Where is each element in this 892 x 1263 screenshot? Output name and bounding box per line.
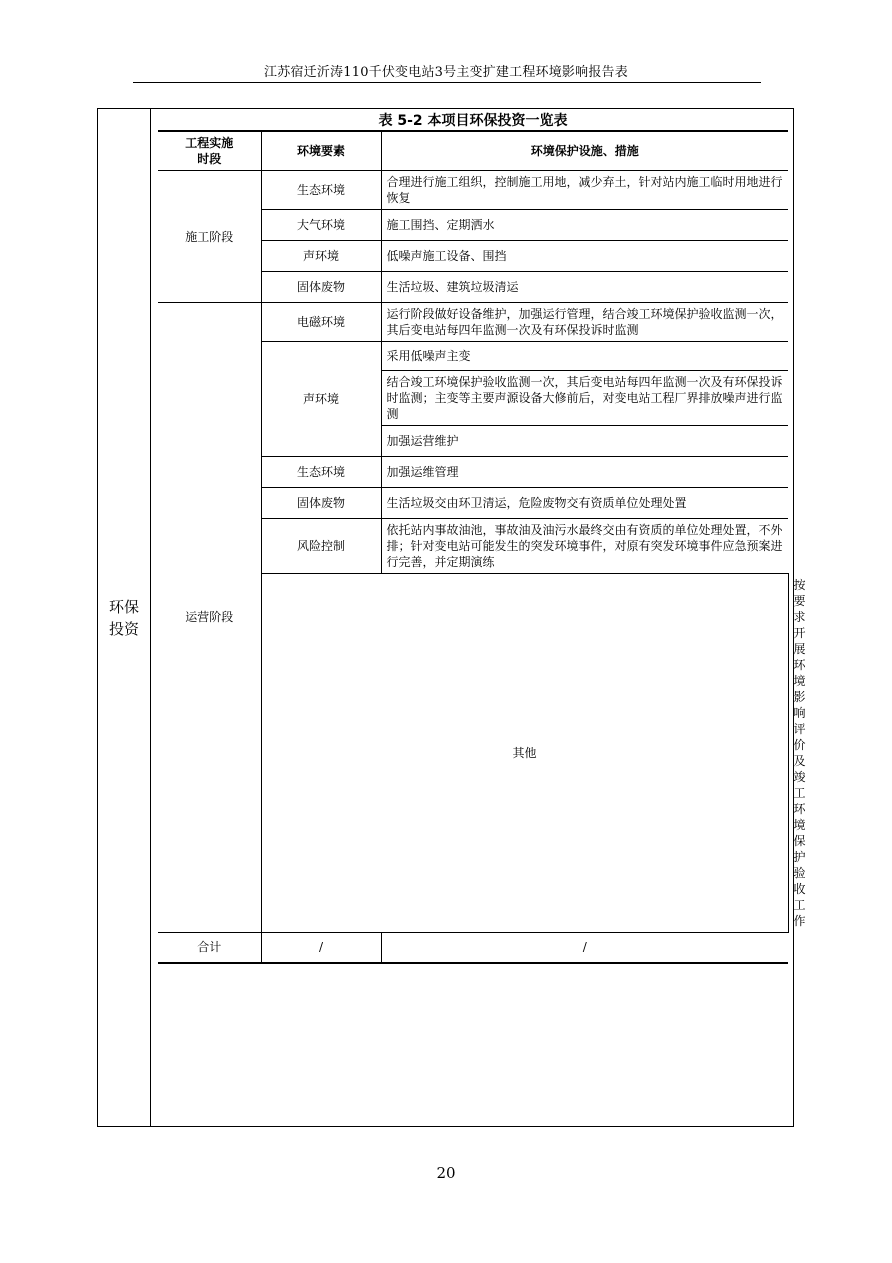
section-label-line1: 环保 xyxy=(108,598,139,616)
element-cell: 生态环境 xyxy=(261,457,381,488)
measure-cell: 低噪声施工设备、围挡 xyxy=(381,241,788,272)
other-label-cell: 其他 xyxy=(261,574,788,933)
measure-cell: 运行阶段做好设备维护，加强运行管理，结合竣工环境保护验收监测一次，其后变电站每四年监测一次及有环保投诉时监测 xyxy=(381,303,788,342)
measure-cell: 采用低噪声主变 xyxy=(381,342,788,371)
phase-cell-construction: 施工阶段 xyxy=(158,171,261,303)
element-cell: 声环境 xyxy=(261,241,381,272)
measure-cell: 加强运维管理 xyxy=(381,457,788,488)
column-header-phase-line1: 工程实施 xyxy=(185,136,234,150)
column-header-element: 环境要素 xyxy=(261,131,381,171)
section-label xyxy=(98,596,150,640)
total-element-cell: / xyxy=(261,932,381,963)
measure-cell: 生活垃圾、建筑垃圾清运 xyxy=(381,272,788,303)
element-cell: 声环境 xyxy=(261,342,381,457)
outer-divider xyxy=(150,108,151,1127)
measure-cell: 加强运营维护 xyxy=(381,426,788,457)
element-cell: 大气环境 xyxy=(261,210,381,241)
measure-cell: 生活垃圾交由环卫清运，危险废物交有资质单位处理处置 xyxy=(381,488,788,519)
table-caption: 表 5-2 本项目环保投资一览表 xyxy=(378,113,568,129)
element-cell: 风险控制 xyxy=(261,519,381,574)
element-cell: 固体废物 xyxy=(261,488,381,519)
table-row: 其他 按要求开展环境影响评价及竣工环境保护验收工作 xyxy=(158,574,788,933)
element-cell: 固体废物 xyxy=(261,272,381,303)
table-header-row xyxy=(158,131,788,171)
element-cell: 电磁环境 xyxy=(261,303,381,342)
measure-cell: 结合竣工环境保护验收监测一次，其后变电站每四年监测一次及有环保投诉时监测；主变等主要声源设备大修前后，对变电站工程厂界排放噪声进行监测 xyxy=(381,371,788,426)
page-number: 20 xyxy=(436,1164,456,1182)
column-header-measure: 环境保护设施、措施 xyxy=(381,131,788,171)
column-header-phase-line2: 时段 xyxy=(197,152,222,166)
section-label-line2: 投资 xyxy=(108,620,139,638)
table-row xyxy=(158,303,788,342)
table-row xyxy=(158,171,788,210)
measure-cell: 施工围挡、定期洒水 xyxy=(381,210,788,241)
document-header-title: 江苏宿迁沂涛110千伏变电站3号主变扩建工程环境影响报告表 xyxy=(264,65,628,80)
measure-cell: 依托站内事故油池，事故油及油污水最终交由有资质的单位处理处置，不外排；针对变电站可能发生的突发环境事件，对原有突发环境事件应急预案进行完善，并定期演练 xyxy=(381,519,788,574)
total-measure-cell: / xyxy=(381,932,788,963)
total-label-cell: 合计 xyxy=(158,932,261,963)
column-header-phase xyxy=(158,131,261,171)
table-row-total xyxy=(158,932,788,963)
header-rule xyxy=(133,82,761,83)
phase-cell-operation: 运营阶段 xyxy=(158,303,261,933)
element-cell: 生态环境 xyxy=(261,171,381,210)
investment-table xyxy=(158,130,806,964)
measure-cell: 合理进行施工组织，控制施工用地，减少弃土，针对站内施工临时用地进行恢复 xyxy=(381,171,788,210)
